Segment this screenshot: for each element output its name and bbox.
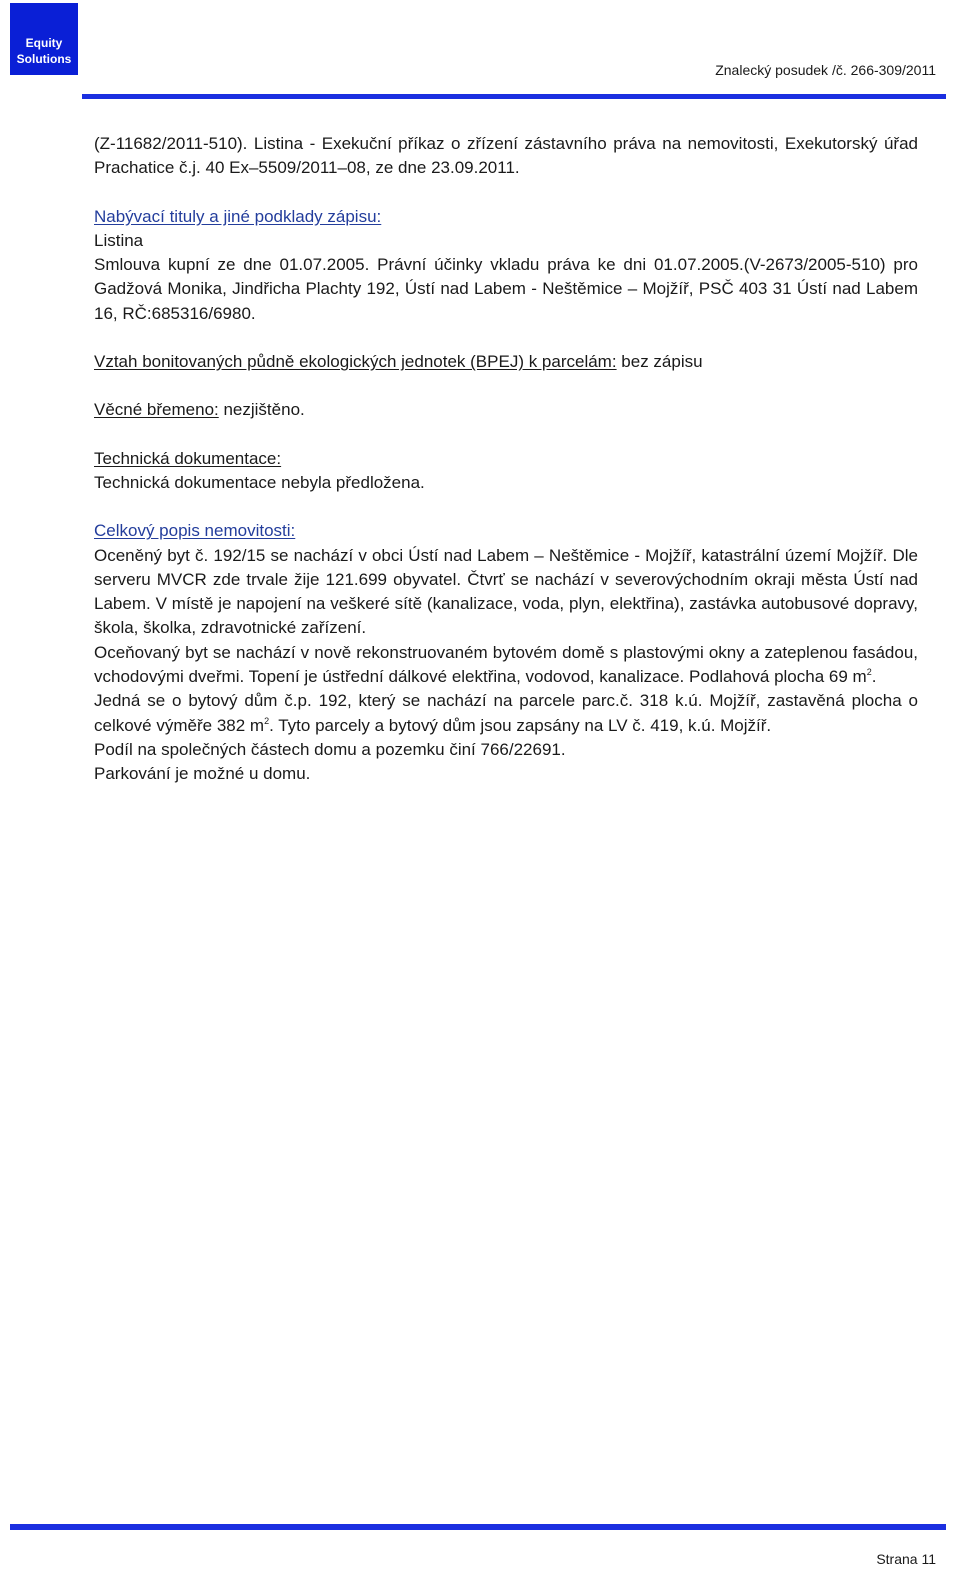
intro-paragraph: (Z-11682/2011-510). Listina - Exekuční příkaz o zřízení zástavního práva na nemovitosti, Exekutorský úřad Prachatice č.j. 40 Ex–5509/2011–08, ze dne 23.09.2011. bbox=[94, 134, 918, 178]
page-number: Strana 11 bbox=[876, 1551, 936, 1567]
bpej-value: bez zápisu bbox=[616, 352, 703, 372]
tech-doc-heading: Technická dokumentace: bbox=[94, 448, 282, 468]
easement-row bbox=[94, 398, 918, 422]
document-reference: Znalecký posudek /č. 266-309/2011 bbox=[715, 62, 936, 78]
description-paragraph-3: Jedná se o bytový dům č.p. 192, který se nachází na parcele parc.č. 318 k.ú. Mojžíř, zastavěná plocha o celkové výměře 382 $m^2$. Tyto parcely a bytový dům jsou zapsány na LV č. 419, k.ú. Mojžíř. bbox=[94, 691, 918, 735]
description-heading: Celkový popis nemovitosti: bbox=[94, 521, 296, 541]
description-paragraph-1: Oceněný byt č. 192/15 se nachází v obci Ústí nad Labem – Neštěmice - Mojžíř, katastrální území Mojžíř. Dle serveru MVCR zde trvale žije 121.699 obyvatel. Čtvrť se nachází v severovýchodním okraji města Ústí nad Labem. V místě je napojení na veškeré sítě (kanalizace, voda, plyn, elektřina), zastávka autobusové dopravy, škola, školka, zdravotnické zařízení. bbox=[94, 545, 918, 638]
acquisition-line-1: Listina bbox=[94, 230, 144, 250]
easement-value: nezjištěno. bbox=[218, 400, 305, 420]
footer-divider bbox=[10, 1524, 946, 1530]
acquisition-line-2: Smlouva kupní ze dne 01.07.2005. Právní účinky vkladu práva ke dni 01.07.2005.(V-2673/2005-510) pro Gadžová Monika, Jindřicha Plachty 192, Ústí nad Labem - Neštěmice – Mojžíř, PSČ 403 31 Ústí nad Labem 16, RČ:685316/6980. bbox=[94, 255, 918, 323]
header-divider bbox=[82, 94, 946, 99]
description-paragraph-5: Parkování je možné u domu. bbox=[94, 764, 311, 784]
logo-line-1: Equity bbox=[25, 36, 63, 50]
page-content bbox=[94, 132, 918, 787]
acquisition-heading: Nabývací tituly a jiné podklady zápisu: bbox=[94, 206, 382, 226]
superscript-2: 2 bbox=[866, 667, 872, 678]
superscript-2: 2 bbox=[264, 715, 270, 726]
description-paragraph-2: Oceňovaný byt se nachází v nově rekonstruovaném bytovém domě s plastovými okny a zateplenou fasádou, vchodovými dveřmi. Topení je ústřední dálkové elektřina, vodovod, kanalizace. Podlahová plocha 69 $m^2$. bbox=[94, 642, 918, 687]
tech-doc-text: Technická dokumentace nebyla předložena. bbox=[94, 472, 425, 492]
logo-line-2: Solutions bbox=[16, 52, 72, 66]
bpej-label: Vztah bonitovaných půdně ekologických jednotek (BPEJ) k parcelám: bbox=[94, 352, 617, 372]
easement-label: Věcné břemeno: bbox=[94, 400, 219, 420]
company-logo bbox=[10, 3, 78, 75]
bpej-row bbox=[94, 350, 918, 374]
description-paragraph-4: Podíl na společných částech domu a pozemku činí 766/22691. bbox=[94, 739, 566, 759]
